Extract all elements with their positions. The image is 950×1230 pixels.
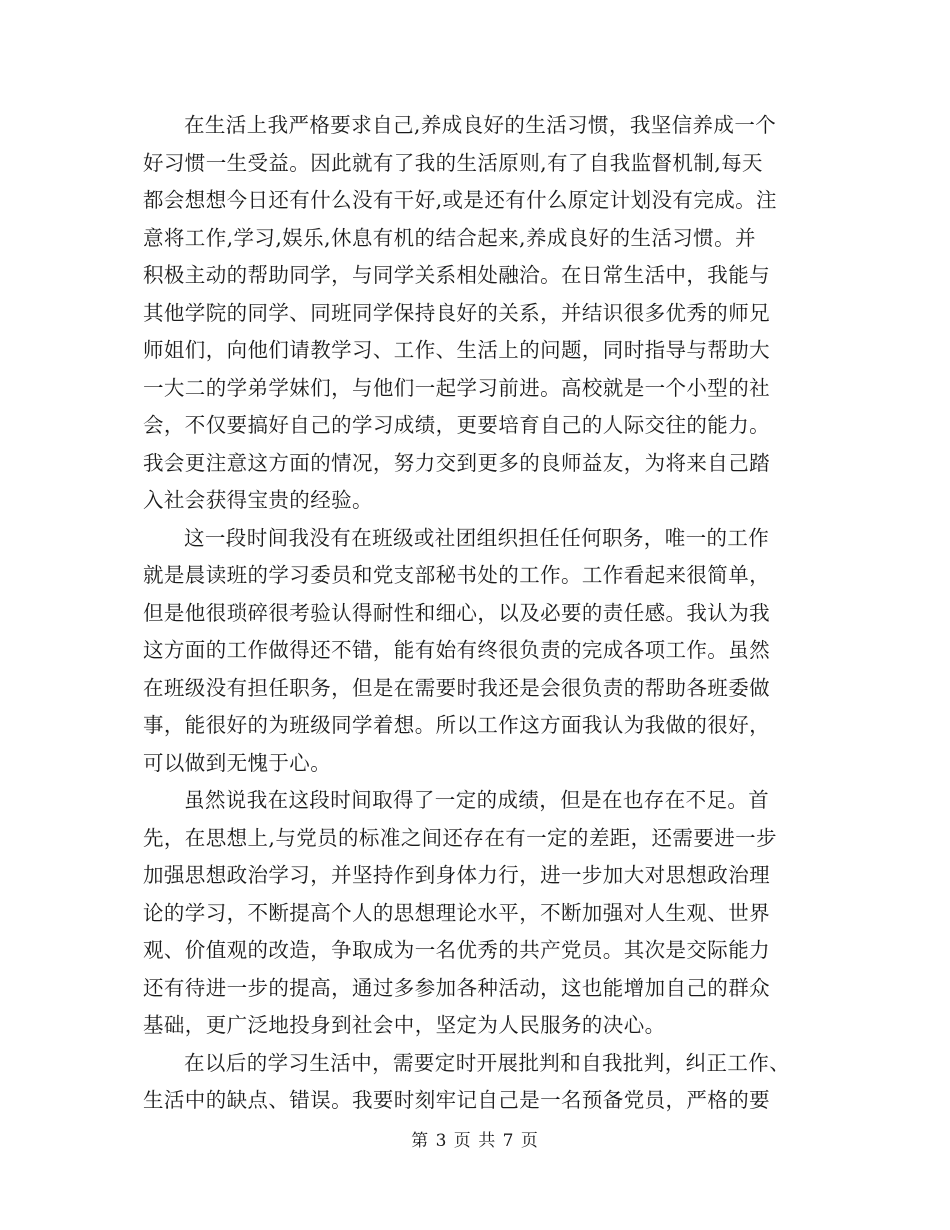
paragraph-first-line: 在生活上我严格要求自己,养成良好的生活习惯，我坚信养成一个 bbox=[184, 113, 777, 137]
paragraph-line: 都会想想今日还有什么没有干好,或是还有什么原定计划没有完成。注 bbox=[143, 188, 777, 212]
paragraph-line: 意将工作,学习,娱乐,休息有机的结合起来,养成良好的生活习惯。并 bbox=[143, 225, 756, 250]
paragraph-line: 先，在思想上,与党员的标准之间还存在有一定的差距，还需要进一步 bbox=[143, 825, 777, 850]
paragraph-line: 事，能很好的为班级同学着想。所以工作这方面我认为我做的很好， bbox=[143, 713, 770, 737]
paragraph-line: 其他学院的同学、同班同学保持良好的关系，并结识很多优秀的师兄 bbox=[143, 300, 770, 325]
paragraph-line: 一大二的学弟学妹们，与他们一起学习前进。高校就是一个小型的社 bbox=[143, 375, 770, 400]
paragraph-first-line: 虽然说我在这段时间取得了一定的成绩，但是在也存在不足。首 bbox=[184, 788, 770, 812]
paragraph-line: 积极主动的帮助同学，与同学关系相处融洽。在日常生活中，我能与 bbox=[143, 263, 770, 287]
paragraph-line: 就是晨读班的学习委员和党支部秘书处的工作。工作看起来很简单， bbox=[143, 563, 770, 587]
paragraph-line: 还有待进一步的提高，通过多参加各种活动，这也能增加自己的群众 bbox=[143, 975, 770, 1000]
paragraph-line: 这方面的工作做得还不错，能有始有终很负责的完成各项工作。虽然 bbox=[143, 638, 770, 662]
paragraph-line: 好习惯一生受益。因此就有了我的生活原则,有了自我监督机制,每天 bbox=[143, 150, 763, 175]
paragraph-line: 生活中的缺点、错误。我要时刻牢记自己是一名预备党员，严格的要 bbox=[143, 1088, 770, 1112]
paragraph-line: 在班级没有担任职务，但是在需要时我还是会很负责的帮助各班委做 bbox=[143, 675, 770, 700]
paragraph-line: 我会更注意这方面的情况，努力交到更多的良师益友，为将来自己踏 bbox=[143, 450, 770, 475]
paragraph-first-line: 在以后的学习生活中，需要定时开展批判和自我批判，纠正工作、 bbox=[184, 1050, 791, 1075]
document-body bbox=[143, 107, 808, 1120]
paragraph-line: 基础，更广泛地投身到社会中，坚定为人民服务的决心。 bbox=[143, 1013, 666, 1037]
paragraph-line: 入社会获得宝贵的经验。 bbox=[143, 488, 373, 512]
paragraph-line: 论的学习，不断提高个人的思想理论水平，不断加强对人生观、世界 bbox=[143, 900, 770, 925]
paragraph-line: 观、价值观的改造，争取成为一名优秀的共产党员。其次是交际能力 bbox=[143, 938, 770, 962]
paragraph-line: 可以做到无愧于心。 bbox=[143, 750, 332, 775]
page-number-footer: 第 3 页 共 7 页 bbox=[411, 1131, 539, 1151]
paragraph-line: 加强思想政治学习，并坚持作到身体力行，进一步加大对思想政治理 bbox=[143, 863, 770, 887]
paragraph-first-line: 这一段时间我没有在班级或社团组织担任任何职务，唯一的工作 bbox=[184, 525, 770, 550]
paragraph-line: 会，不仅要搞好自己的学习成绩，更要培育自己的人际交往的能力。 bbox=[143, 413, 770, 437]
paragraph-line: 但是他很琐碎很考验认得耐性和细心，以及必要的责任感。我认为我 bbox=[143, 600, 770, 625]
paragraph-line: 师姐们，向他们请教学习、工作、生活上的问题，同时指导与帮助大 bbox=[143, 338, 770, 362]
